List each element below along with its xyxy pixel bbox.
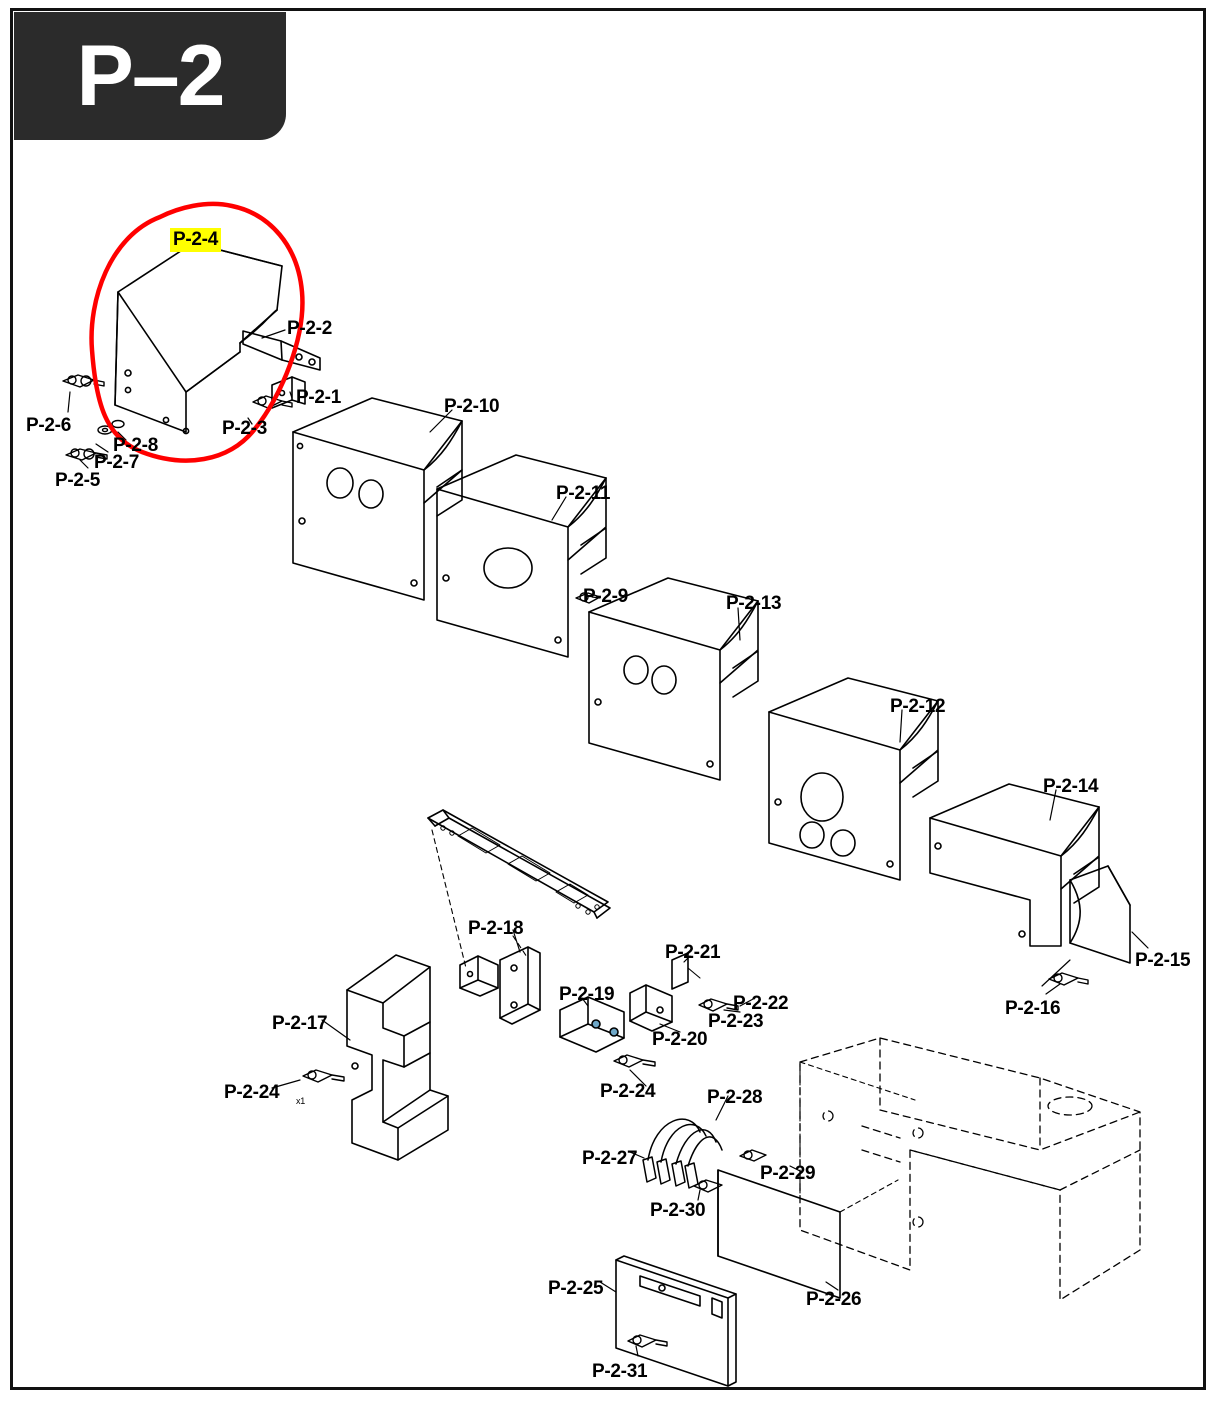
label-p-2-9: P-2-9 (583, 586, 628, 607)
label-p-2-24-center: P-2-24 (600, 1081, 656, 1102)
part-p-2-30-bolt (694, 1150, 766, 1192)
part-p-2-15-panel (1070, 866, 1130, 963)
label-p-2-5: P-2-5 (55, 470, 100, 491)
label-p-2-12: P-2-12 (890, 696, 946, 717)
label-p-2-10: P-2-10 (444, 396, 500, 417)
label-p-2-31: P-2-31 (592, 1361, 648, 1382)
label-p-2-16: P-2-16 (1005, 998, 1061, 1019)
part-p-2-29-panel (718, 1170, 840, 1298)
label-p-2-4: P-2-4 (170, 228, 221, 252)
part-p-2-4-cover (115, 243, 282, 434)
label-p-2-17: P-2-17 (272, 1013, 328, 1034)
label-p-2-18: P-2-18 (468, 918, 524, 939)
part-p-2-18-mount (500, 947, 540, 1024)
part-p-2-24-bolt-left (303, 1070, 344, 1082)
part-p-2-31-bolt (628, 1335, 667, 1347)
part-p-2-24-bolt-center (614, 1055, 655, 1067)
label-p-2-20: P-2-20 (652, 1029, 708, 1050)
part-p-2-18-rail (428, 810, 610, 918)
qty-annotation: x1 (296, 1096, 305, 1106)
label-p-2-23: P-2-23 (708, 1011, 764, 1032)
label-p-2-6: P-2-6 (26, 415, 71, 436)
machine-body-outline (800, 1038, 1140, 1300)
label-p-2-26: P-2-26 (806, 1289, 862, 1310)
label-p-2-7: P-2-7 (94, 452, 139, 473)
label-p-2-27: P-2-27 (582, 1148, 638, 1169)
label-p-2-22: P-2-22 (733, 993, 789, 1014)
label-p-2-2: P-2-2 (287, 318, 332, 339)
label-p-2-8: P-2-8 (113, 435, 158, 456)
label-p-2-15: P-2-15 (1135, 950, 1191, 971)
label-p-2-13: P-2-13 (726, 593, 782, 614)
label-p-2-30: P-2-30 (650, 1200, 706, 1221)
part-p-2-17-bracket (347, 955, 448, 1160)
label-p-2-1: P-2-1 (296, 387, 341, 408)
part-p-2-14-cover (930, 784, 1099, 946)
label-p-2-14: P-2-14 (1043, 776, 1099, 797)
label-p-2-19: P-2-19 (559, 984, 615, 1005)
label-p-2-28: P-2-28 (707, 1087, 763, 1108)
label-p-2-3: P-2-3 (222, 418, 267, 439)
part-p-2-23-bracket (630, 985, 672, 1031)
label-p-2-11: P-2-11 (556, 483, 611, 504)
label-p-2-29: P-2-29 (760, 1163, 816, 1184)
part-p-2-20-bracket (460, 956, 498, 996)
label-p-2-21: P-2-21 (665, 942, 721, 963)
page-tag: P–2 (14, 12, 286, 140)
part-p-2-28-harness (643, 1119, 722, 1188)
label-p-2-25: P-2-25 (548, 1278, 604, 1299)
label-p-2-24-left: P-2-24 (224, 1082, 280, 1103)
